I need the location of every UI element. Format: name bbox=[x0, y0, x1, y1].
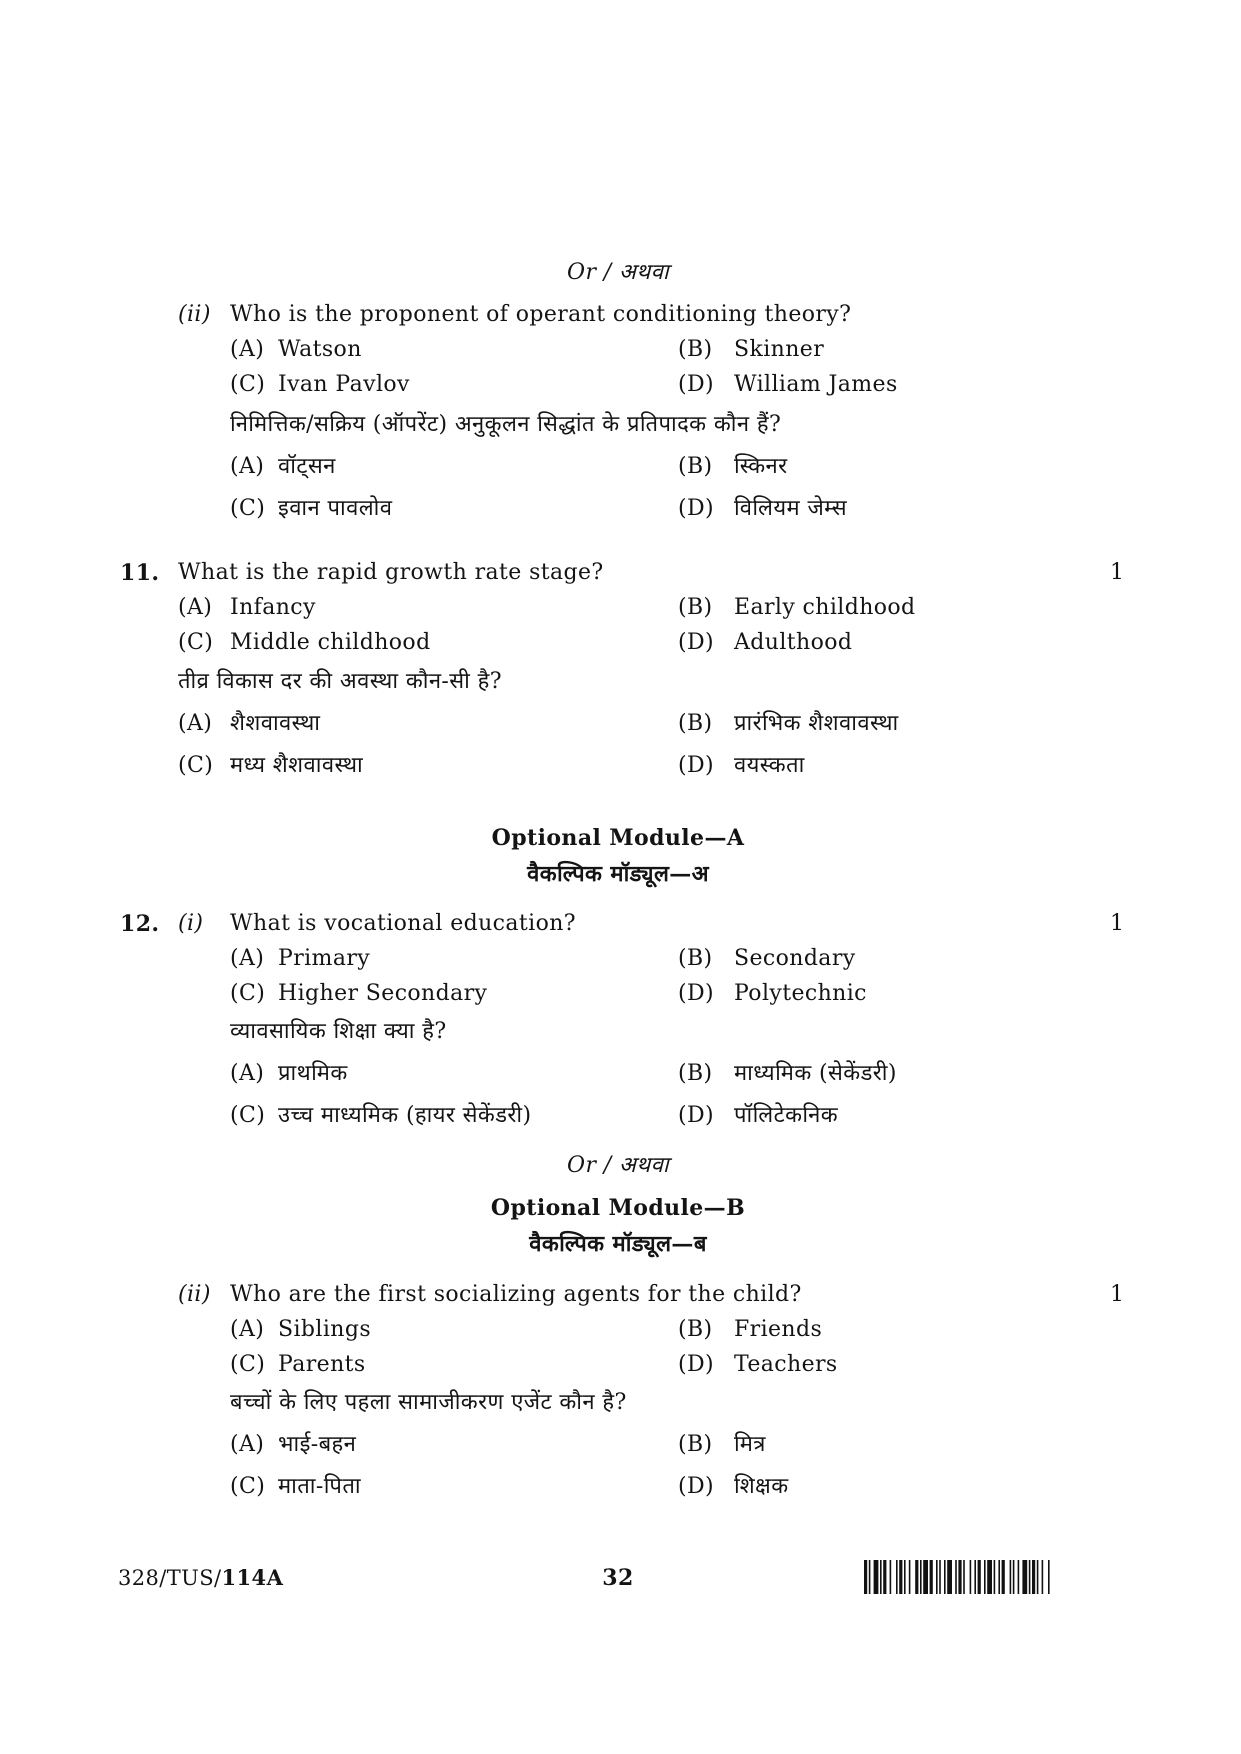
option-key: (C) bbox=[230, 372, 266, 397]
option-text: प्रारंभिक शैशवावस्था bbox=[734, 711, 899, 736]
option-text: Secondary bbox=[734, 946, 856, 971]
option-key: (A) bbox=[230, 1061, 265, 1086]
or-separator: Or / अथवा bbox=[567, 1153, 669, 1178]
question-text-en: What is vocational education? bbox=[230, 911, 576, 936]
question-text-en: Who are the first socializing agents for the child? bbox=[230, 1282, 802, 1307]
option-text: Adulthood bbox=[734, 630, 853, 655]
option-key: (C) bbox=[230, 1474, 266, 1499]
option-key: (A) bbox=[230, 454, 265, 479]
option-text: Skinner bbox=[734, 337, 825, 362]
option-key: (B) bbox=[678, 454, 713, 479]
option-key: (A) bbox=[178, 711, 213, 736]
option-text: Early childhood bbox=[734, 595, 916, 620]
question-text-en: What is the rapid growth rate stage? bbox=[178, 560, 604, 585]
option-key: (B) bbox=[678, 595, 713, 620]
option-key: (D) bbox=[678, 753, 715, 778]
option-text: पॉलिटेकनिक bbox=[734, 1103, 838, 1128]
barcode-icon bbox=[864, 1560, 1132, 1594]
option-text: मध्य शैशवावस्था bbox=[230, 753, 364, 778]
option-key: (D) bbox=[678, 1103, 715, 1128]
option-key: (A) bbox=[230, 1432, 265, 1457]
option-text: Teachers bbox=[734, 1352, 838, 1377]
question-number: 12. bbox=[120, 911, 160, 937]
option-key: (A) bbox=[178, 595, 213, 620]
option-text: Friends bbox=[734, 1317, 823, 1342]
option-key: (C) bbox=[230, 496, 266, 521]
option-text: Higher Secondary bbox=[278, 981, 488, 1006]
paper-code-prefix: 328/TUS/ bbox=[118, 1566, 222, 1590]
question-text-hi: निमित्तिक/सक्रिय (ऑपरेंट) अनुकूलन सिद्धांत के प्रतिपादक कौन हैं? bbox=[230, 412, 782, 437]
option-text: Parents bbox=[278, 1352, 366, 1377]
option-key: (C) bbox=[230, 981, 266, 1006]
or-separator: Or / अथवा bbox=[567, 260, 669, 285]
option-text: भाई-बहन bbox=[278, 1432, 357, 1457]
option-key: (C) bbox=[178, 630, 214, 655]
option-text: Ivan Pavlov bbox=[278, 372, 410, 397]
option-text: वॉट्सन bbox=[278, 454, 336, 479]
option-key: (A) bbox=[230, 946, 265, 971]
question-text-hi: बच्चों के लिए पहला सामाजीकरण एजेंट कौन है? bbox=[230, 1390, 627, 1415]
paper-code bbox=[118, 1567, 283, 1589]
option-text: Watson bbox=[278, 337, 362, 362]
option-text: स्किनर bbox=[734, 454, 788, 479]
marks: 1 bbox=[1110, 911, 1125, 936]
option-text: William James bbox=[734, 372, 898, 397]
question-number: 11. bbox=[120, 560, 160, 586]
option-text: प्राथमिक bbox=[278, 1061, 348, 1086]
marks: 1 bbox=[1110, 560, 1125, 585]
option-text: Siblings bbox=[278, 1317, 372, 1342]
option-text: Infancy bbox=[230, 595, 316, 620]
option-text: उच्च माध्यमिक (हायर सेकेंडरी) bbox=[278, 1103, 532, 1128]
module-a-heading-hi: वैकल्पिक मॉड्यूल—अ bbox=[527, 861, 709, 887]
page-number: 32 bbox=[602, 1565, 634, 1591]
option-key: (A) bbox=[230, 1317, 265, 1342]
option-key: (B) bbox=[678, 337, 713, 362]
option-text: माध्यमिक (सेकेंडरी) bbox=[734, 1061, 897, 1086]
module-b-heading-hi: वैकल्पिक मॉड्यूल—ब bbox=[529, 1231, 707, 1257]
option-text: शिक्षक bbox=[734, 1474, 789, 1499]
option-key: (D) bbox=[678, 1474, 715, 1499]
option-key: (B) bbox=[678, 711, 713, 736]
option-key: (C) bbox=[230, 1352, 266, 1377]
option-key: (C) bbox=[178, 753, 214, 778]
question-text-en: Who is the proponent of operant conditioning theory? bbox=[230, 302, 852, 327]
option-key: (B) bbox=[678, 946, 713, 971]
question-subnumber: (ii) bbox=[178, 1282, 211, 1307]
option-text: Primary bbox=[278, 946, 371, 971]
option-text: विलियम जेम्स bbox=[734, 496, 847, 521]
option-text: इवान पावलोव bbox=[278, 496, 393, 521]
option-key: (C) bbox=[230, 1103, 266, 1128]
option-text: माता-पिता bbox=[278, 1474, 361, 1499]
option-key: (D) bbox=[678, 496, 715, 521]
question-subnumber: (i) bbox=[178, 911, 204, 936]
module-b-heading: Optional Module—B bbox=[490, 1195, 746, 1221]
marks: 1 bbox=[1110, 1282, 1125, 1307]
paper-code-number: 114A bbox=[221, 1565, 284, 1590]
option-text: वयस्कता bbox=[734, 753, 805, 778]
option-text: Polytechnic bbox=[734, 981, 867, 1006]
question-text-hi: व्यावसायिक शिक्षा क्या है? bbox=[230, 1019, 447, 1044]
option-key: (B) bbox=[678, 1061, 713, 1086]
option-text: शैशवावस्था bbox=[230, 711, 321, 736]
option-key: (A) bbox=[230, 337, 265, 362]
option-key: (B) bbox=[678, 1317, 713, 1342]
module-a-heading: Optional Module—A bbox=[491, 825, 745, 851]
question-text-hi: तीव्र विकास दर की अवस्था कौन-सी है? bbox=[178, 669, 502, 694]
option-key: (D) bbox=[678, 630, 715, 655]
option-text: मित्र bbox=[734, 1432, 766, 1457]
option-key: (D) bbox=[678, 1352, 715, 1377]
option-key: (B) bbox=[678, 1432, 713, 1457]
option-text: Middle childhood bbox=[230, 630, 431, 655]
question-subnumber: (ii) bbox=[178, 302, 211, 327]
option-key: (D) bbox=[678, 372, 715, 397]
option-key: (D) bbox=[678, 981, 715, 1006]
